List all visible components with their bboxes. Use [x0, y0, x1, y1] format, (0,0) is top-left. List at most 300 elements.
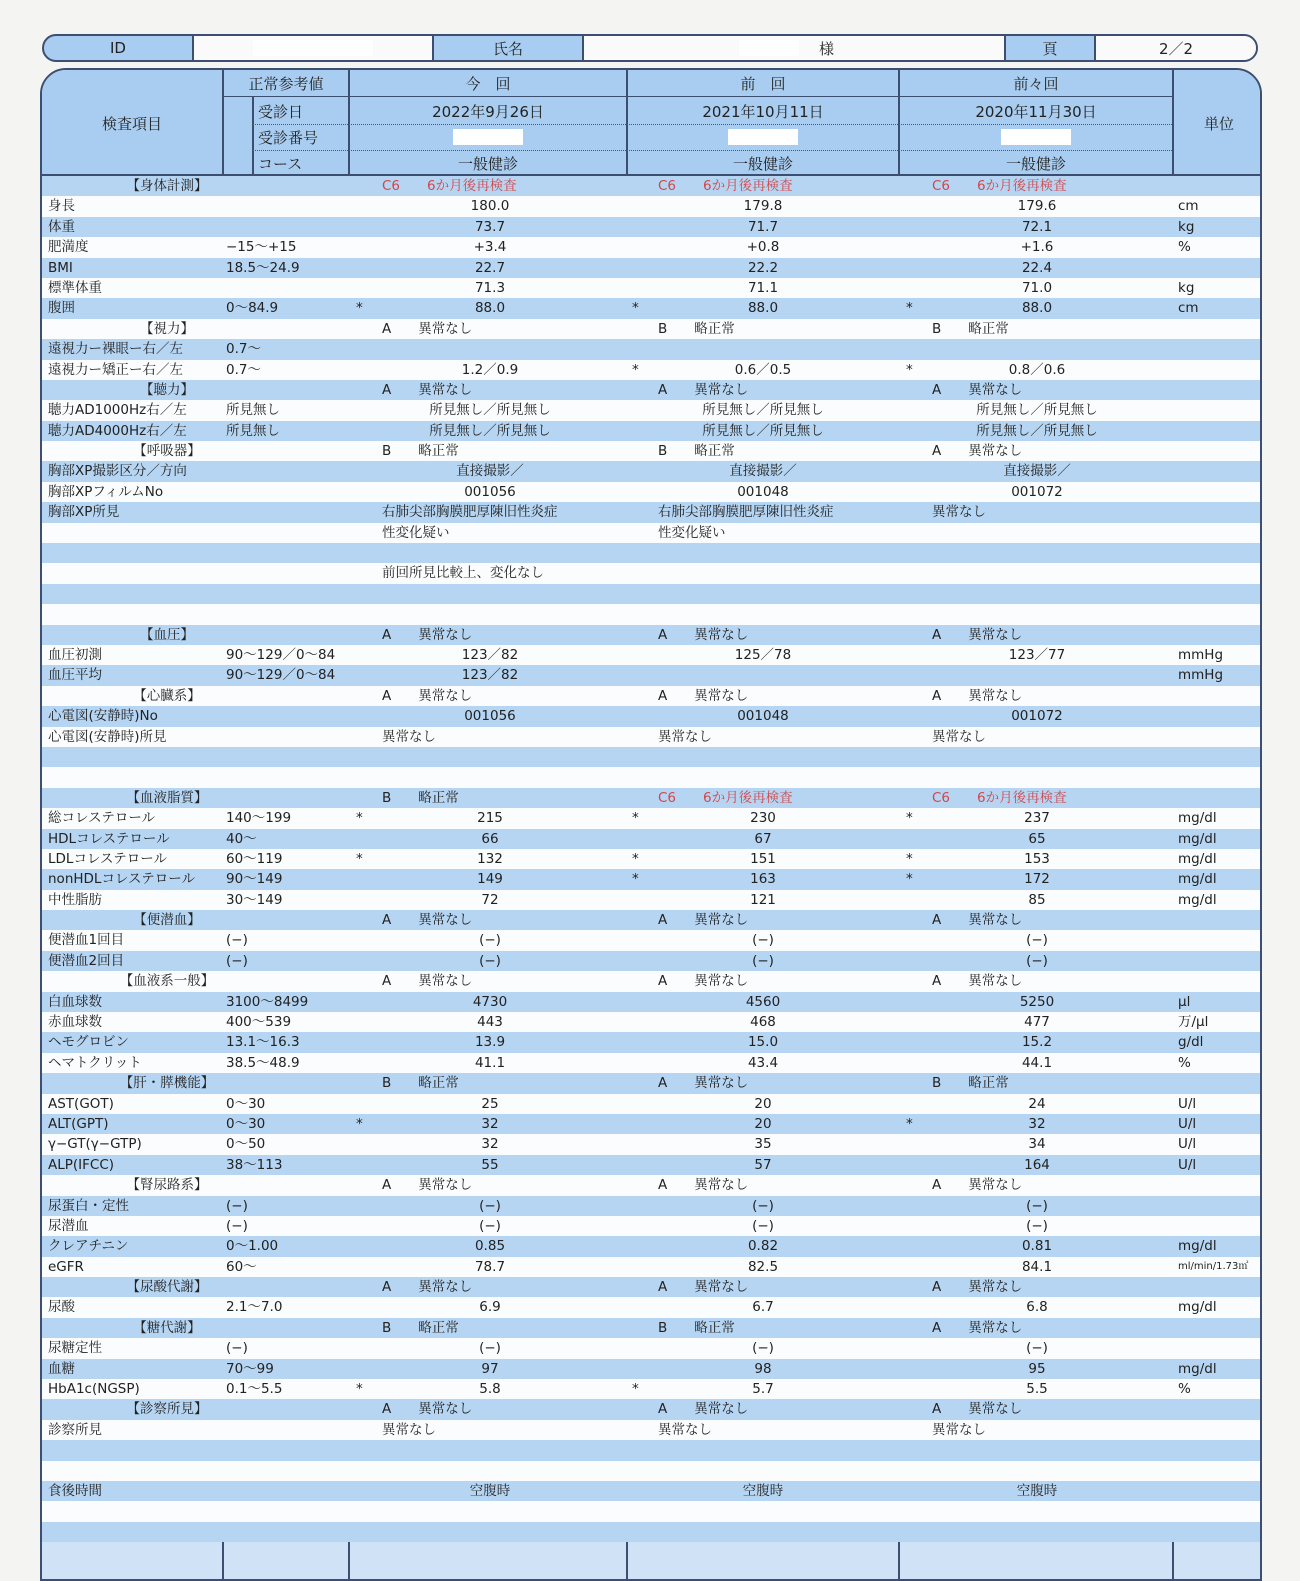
before-previous-value: +1.6 [1020, 239, 1054, 256]
reference-range: 90〜129／0〜84 [226, 646, 336, 663]
section-label: 【身体計測】 [126, 178, 208, 194]
current-value: A 異常なし [382, 626, 473, 643]
current-value: (−) [479, 932, 501, 949]
unit-label: mmHg [1178, 646, 1224, 663]
before-previous-value: 179.6 [1017, 198, 1057, 215]
current-value: +3.4 [473, 239, 507, 256]
table-row [42, 1359, 1260, 1379]
item-label: 血圧初測 [48, 646, 102, 663]
section-label: 【診察所見】 [126, 1401, 208, 1418]
current-value: 73.7 [474, 218, 506, 235]
previous-value: +0.8 [746, 239, 780, 256]
col-current-visit-no [350, 124, 626, 150]
unit-label: mg/dl [1178, 850, 1217, 867]
section-label: 【聴力】 [140, 381, 194, 398]
before-previous-value: 22.4 [1021, 259, 1053, 276]
before-previous-value: A 異常なし [932, 626, 1023, 643]
before-previous-value: 32 [1028, 1115, 1046, 1132]
before-previous-value: 0.81 [1021, 1238, 1053, 1255]
previous-value: 0.82 [747, 1238, 779, 1255]
abnormal-mark: * [632, 850, 639, 867]
before-previous-value: 71.0 [1021, 279, 1053, 296]
previous-value: 20 [754, 1115, 772, 1132]
before-previous-value: 95 [1028, 1360, 1046, 1377]
table-row [42, 951, 1260, 971]
previous-value: (−) [752, 1340, 774, 1357]
table-row [42, 706, 1260, 726]
previous-value: 0.6／0.5 [734, 361, 792, 378]
current-value: 4730 [472, 993, 508, 1010]
previous-value: 43.4 [747, 1054, 779, 1071]
item-label: 中性脂肪 [48, 891, 102, 908]
current-value: B 略正常 [382, 1075, 459, 1092]
previous-value: 71.7 [747, 218, 779, 235]
item-label: 尿酸 [48, 1299, 75, 1316]
before-previous-value: A 異常なし [932, 1319, 1023, 1336]
reference-range: 60〜 [226, 1258, 257, 1275]
table-row [42, 421, 1260, 441]
current-value: 71.3 [474, 279, 506, 296]
previous-value: 所見無し／所見無し [702, 422, 824, 439]
col-previous-date: 2021年10月11日 [702, 102, 824, 121]
current-value: A 異常なし [382, 1401, 473, 1418]
table-row [42, 482, 1260, 502]
before-previous-value: 84.1 [1021, 1258, 1053, 1275]
section-label: 【肝・膵機能】 [119, 1075, 215, 1092]
previous-value: 57 [754, 1156, 772, 1173]
table-header [42, 70, 1260, 176]
section-label: 【腎尿路系】 [126, 1177, 208, 1194]
table-row [42, 1318, 1260, 1338]
item-label: 便潜血1回目 [48, 932, 125, 949]
before-previous-value: 237 [1024, 810, 1050, 827]
item-label: 診察所見 [48, 1421, 102, 1438]
before-previous-value: 477 [1024, 1014, 1050, 1031]
unit-label: U/l [1178, 1095, 1197, 1112]
page-value: 2／2 [1096, 36, 1256, 60]
item-label: 遠視力ー裸眼ー右／左 [48, 341, 183, 358]
table-row [42, 604, 1260, 624]
table-row [42, 992, 1260, 1012]
item-label: 血糖 [48, 1360, 75, 1377]
abnormal-mark: * [356, 300, 363, 317]
item-label: 尿糖定性 [48, 1340, 102, 1357]
before-previous-value: 5.5 [1026, 1381, 1048, 1398]
before-previous-value: A 異常なし [932, 912, 1023, 929]
reference-range: 0.7〜 [226, 341, 261, 358]
before-previous-value: 所見無し／所見無し [976, 402, 1098, 419]
previous-value: B 略正常 [658, 320, 735, 337]
results-rows [42, 176, 1260, 1542]
previous-value: 異常なし [658, 728, 712, 745]
current-value: 88.0 [474, 300, 506, 317]
reference-range: (−) [226, 1340, 248, 1357]
current-value: 所見無し／所見無し [429, 422, 551, 439]
unit-label: mg/dl [1178, 810, 1217, 827]
ref-col-header: 正常参考値 [248, 74, 324, 93]
item-label: ヘマトクリット [48, 1054, 142, 1071]
current-value: 180.0 [470, 198, 510, 215]
current-value: A 異常なし [382, 320, 473, 337]
unit-label: mg/dl [1178, 871, 1217, 888]
section-label: 【視力】 [140, 320, 194, 337]
previous-value: 右肺尖部胸膜肥厚陳旧性炎症 [658, 504, 834, 521]
current-value: 22.7 [474, 259, 506, 276]
reference-range: 30〜149 [226, 891, 283, 908]
current-value: 001056 [464, 483, 516, 500]
before-previous-value: 空腹時 [1016, 1483, 1058, 1499]
reference-range: 0〜30 [226, 1095, 266, 1112]
current-value: A 異常なし [382, 687, 473, 704]
before-previous-value: B 略正常 [932, 1075, 1009, 1092]
before-previous-value: 異常なし [932, 728, 986, 745]
previous-value: 179.8 [743, 198, 783, 215]
unit-label: 万/μl [1178, 1014, 1209, 1031]
before-previous-value: 85 [1028, 891, 1046, 908]
unit-label: g/dl [1178, 1034, 1204, 1051]
table-row [42, 869, 1260, 889]
before-previous-value: (−) [1026, 1197, 1048, 1214]
table-row [42, 849, 1260, 869]
page-label: 頁 [1006, 36, 1096, 60]
previous-value: A 異常なし [658, 687, 749, 704]
table-row [42, 217, 1260, 237]
current-value: 異常なし [382, 1421, 436, 1438]
unit-label: U/l [1178, 1115, 1197, 1132]
col-current-title: 今 回 [465, 74, 511, 93]
item-label: 身長 [48, 198, 75, 215]
previous-value: 直接撮影／ [729, 463, 797, 480]
section-label: 【呼吸器】 [133, 443, 201, 460]
reference-range: 70〜99 [226, 1360, 274, 1377]
before-previous-value: 6.8 [1026, 1299, 1048, 1316]
current-value: 123／82 [461, 667, 519, 684]
table-row [42, 665, 1260, 685]
before-previous-value: A 異常なし [932, 687, 1023, 704]
before-previous-value: 164 [1024, 1156, 1050, 1173]
previous-value: A 異常なし [658, 1075, 749, 1092]
table-row [42, 767, 1260, 787]
table-row [42, 380, 1260, 400]
current-value: A 異常なし [382, 912, 473, 929]
abnormal-mark: * [356, 1381, 363, 1398]
before-previous-value: 34 [1028, 1136, 1046, 1153]
table-row [42, 176, 1260, 196]
table-row [42, 1338, 1260, 1358]
reference-range: 0.7〜 [226, 361, 261, 378]
previous-value: 230 [750, 810, 776, 827]
table-row [42, 441, 1260, 461]
current-value: 97 [481, 1360, 499, 1377]
before-previous-value: C6 6か月後再検査 [932, 178, 1067, 194]
previous-value: 空腹時 [742, 1483, 784, 1499]
item-label: 胸部XPフィルムNo [48, 483, 164, 500]
table-row [42, 1196, 1260, 1216]
reference-range: 2.1〜7.0 [226, 1299, 283, 1316]
current-value: 132 [477, 850, 503, 867]
table-row [42, 1501, 1260, 1521]
unit-label: μl [1178, 993, 1191, 1010]
current-value: 443 [477, 1014, 503, 1031]
previous-value: 001048 [737, 483, 789, 500]
item-label: クレアチニン [48, 1238, 129, 1255]
table-row [42, 1461, 1260, 1481]
current-value: 直接撮影／ [456, 463, 524, 480]
col-before-previous-visit-no [900, 124, 1172, 150]
item-label: 腹囲 [48, 300, 75, 317]
table-row [42, 1440, 1260, 1460]
reference-range: 38.5〜48.9 [226, 1054, 300, 1071]
current-value: 空腹時 [469, 1483, 511, 1499]
table-row [42, 890, 1260, 910]
abnormal-mark: * [906, 850, 913, 867]
section-label: 【血液脂質】 [126, 789, 208, 806]
reference-range: 0〜50 [226, 1136, 266, 1153]
before-previous-value: (−) [1026, 1217, 1048, 1234]
current-value: 1.2／0.9 [461, 361, 519, 378]
item-label: nonHDLコレステロール [48, 871, 195, 888]
previous-value: 22.2 [747, 259, 779, 276]
previous-value: 4560 [745, 993, 781, 1010]
table-row [42, 258, 1260, 278]
previous-value: 001048 [737, 708, 789, 725]
reference-range: 60〜119 [226, 850, 283, 867]
before-previous-value: 123／77 [1008, 646, 1066, 663]
before-previous-value: 15.2 [1021, 1034, 1053, 1051]
previous-value: 151 [750, 850, 776, 867]
before-previous-value: 直接撮影／ [1003, 463, 1071, 480]
previous-value: 71.1 [747, 279, 779, 296]
reference-range: 13.1〜16.3 [226, 1034, 300, 1051]
table-row [42, 360, 1260, 380]
previous-value: A 異常なし [658, 1401, 749, 1418]
table-row [42, 1379, 1260, 1399]
before-previous-value: 0.8／0.6 [1008, 361, 1066, 378]
reference-range: 38〜113 [226, 1156, 283, 1173]
current-value: B 略正常 [382, 443, 459, 460]
table-row [42, 686, 1260, 706]
previous-value: 82.5 [747, 1258, 779, 1275]
before-previous-value: (−) [1026, 1340, 1048, 1357]
item-label: 尿蛋白・定性 [48, 1197, 129, 1214]
current-value: A 異常なし [382, 973, 473, 990]
item-label: 胸部XP所見 [48, 504, 120, 521]
previous-value: 67 [754, 830, 772, 847]
abnormal-mark: * [632, 361, 639, 378]
section-label: 【便潜血】 [133, 912, 201, 929]
col-before-previous-date: 2020年11月30日 [975, 102, 1097, 121]
current-value: 右肺尖部胸膜肥厚陳旧性炎症 [382, 504, 558, 521]
table-row [42, 237, 1260, 257]
reference-range: 0〜84.9 [226, 300, 279, 317]
previous-value: A 異常なし [658, 912, 749, 929]
before-previous-value: 153 [1024, 850, 1050, 867]
section-label: 【糖代謝】 [133, 1319, 201, 1336]
item-col-header: 検査項目 [101, 114, 162, 133]
item-label: 白血球数 [48, 993, 102, 1010]
table-row [42, 298, 1260, 318]
col-previous-title: 前 回 [740, 74, 786, 93]
abnormal-mark: * [906, 361, 913, 378]
unit-label: mg/dl [1178, 1360, 1217, 1377]
current-value: C6 6か月後再検査 [382, 178, 517, 194]
current-value: 13.9 [474, 1034, 506, 1051]
previous-value: 121 [750, 891, 776, 908]
reference-range: 90〜149 [226, 871, 283, 888]
current-value: B 略正常 [382, 789, 459, 806]
previous-value: 15.0 [747, 1034, 779, 1051]
name-label: 氏名 [434, 36, 584, 60]
before-previous-value: A 異常なし [932, 1279, 1023, 1296]
table-row [42, 1032, 1260, 1052]
reference-range: 所見無し [226, 422, 280, 439]
table-row [42, 1134, 1260, 1154]
reference-range: 0〜1.00 [226, 1238, 279, 1255]
item-label: eGFR [48, 1258, 84, 1275]
previous-value: 88.0 [747, 300, 779, 317]
unit-label: mg/dl [1178, 1299, 1217, 1316]
previous-value: A 異常なし [658, 626, 749, 643]
reference-range: 3100〜8499 [226, 993, 309, 1010]
previous-value: 20 [754, 1095, 772, 1112]
item-label: LDLコレステロール [48, 850, 167, 867]
before-previous-value: 異常なし [932, 504, 986, 521]
previous-value: A 異常なし [658, 1279, 749, 1296]
current-value: 78.7 [474, 1258, 506, 1275]
before-previous-value: 001072 [1011, 708, 1063, 725]
unit-label: mg/dl [1178, 1238, 1217, 1255]
current-value: (−) [479, 1340, 501, 1357]
table-row [42, 1073, 1260, 1093]
visit-date-label: 受診日 [258, 102, 304, 121]
honorific: 様 [818, 39, 834, 58]
item-label: 総コレステロール [48, 810, 156, 827]
previous-value: 98 [754, 1360, 772, 1377]
reference-range: (−) [226, 1217, 248, 1234]
table-row [42, 563, 1260, 583]
item-label: 遠視力ー矯正ー右／左 [48, 361, 183, 378]
table-row [42, 1236, 1260, 1256]
item-label: 体重 [48, 218, 75, 235]
unit-label: ml/min/1.73㎡ [1178, 1260, 1249, 1272]
previous-value: A 異常なし [658, 1177, 749, 1194]
abnormal-mark: * [906, 300, 913, 317]
previous-value: (−) [752, 1197, 774, 1214]
table-row [42, 1216, 1260, 1236]
previous-value: 468 [750, 1014, 776, 1031]
current-value: 性変化疑い [382, 524, 450, 541]
item-label: HDLコレステロール [48, 830, 170, 847]
unit-label: mg/dl [1178, 830, 1217, 847]
previous-value: (−) [752, 932, 774, 949]
item-label: 尿潜血 [48, 1217, 89, 1234]
report-sheet [14, 28, 1286, 1581]
unit-label: U/l [1178, 1156, 1197, 1173]
abnormal-mark: * [632, 1381, 639, 1398]
table-row [42, 971, 1260, 991]
item-label: 心電図(安静時)No [48, 708, 158, 725]
section-label: 【血液系一般】 [119, 973, 215, 990]
item-label: AST(GOT) [48, 1095, 114, 1112]
col-before-previous-course: 一般健診 [1005, 154, 1066, 173]
previous-value: B 略正常 [658, 1319, 735, 1336]
unit-label: cm [1178, 198, 1199, 215]
abnormal-mark: * [632, 810, 639, 827]
abnormal-mark: * [356, 810, 363, 827]
unit-label: % [1178, 1054, 1191, 1071]
table-row [42, 788, 1260, 808]
table-row [42, 829, 1260, 849]
col-previous-course: 一般健診 [732, 154, 793, 173]
previous-value: 6.7 [752, 1299, 774, 1316]
table-row [42, 1420, 1260, 1440]
before-previous-value: 001072 [1011, 483, 1063, 500]
before-previous-value: 88.0 [1021, 300, 1053, 317]
current-value: 55 [481, 1156, 499, 1173]
table-row [42, 808, 1260, 828]
table-row [42, 910, 1260, 930]
item-label: 心電図(安静時)所見 [48, 728, 167, 745]
unit-label: kg [1178, 279, 1195, 296]
table-row [42, 461, 1260, 481]
before-previous-value: 44.1 [1021, 1054, 1053, 1071]
item-label: 聴力AD1000Hz右／左 [48, 402, 187, 419]
visit-no-label: 受診番号 [258, 128, 319, 147]
section-label: 【尿酸代謝】 [126, 1279, 208, 1296]
unit-col-header: 単位 [1203, 114, 1234, 133]
reference-range: 所見無し [226, 402, 280, 419]
before-previous-value: A 異常なし [932, 1401, 1023, 1418]
reference-range: −15〜+15 [226, 239, 297, 256]
table-row [42, 1175, 1260, 1195]
current-value: A 異常なし [382, 381, 473, 398]
current-value: 001056 [464, 708, 516, 725]
results-table [40, 68, 1262, 1581]
before-previous-value: A 異常なし [932, 443, 1023, 460]
table-row [42, 1114, 1260, 1134]
item-label: γ−GT(γ−GTP) [48, 1136, 142, 1153]
previous-value: (−) [752, 1217, 774, 1234]
previous-value: 35 [754, 1136, 772, 1153]
table-row [42, 1277, 1260, 1297]
reference-range: 18.5〜24.9 [226, 259, 300, 276]
item-label: 聴力AD4000Hz右／左 [48, 422, 187, 439]
item-label: HbA1c(NGSP) [48, 1381, 140, 1398]
table-row [42, 196, 1260, 216]
current-value: 32 [481, 1136, 499, 1153]
table-row [42, 645, 1260, 665]
unit-label: kg [1178, 218, 1195, 235]
table-row [42, 1522, 1260, 1542]
table-row [42, 319, 1260, 339]
reference-range: (−) [226, 932, 248, 949]
table-row [42, 502, 1260, 522]
table-row [42, 523, 1260, 543]
item-label: 赤血球数 [48, 1014, 102, 1031]
current-value: 5.8 [479, 1381, 501, 1398]
before-previous-value: 65 [1028, 830, 1046, 847]
table-row [42, 1012, 1260, 1032]
table-row [42, 543, 1260, 563]
abnormal-mark: * [906, 1115, 913, 1132]
abnormal-mark: * [906, 871, 913, 888]
abnormal-mark: * [356, 850, 363, 867]
table-row [42, 1155, 1260, 1175]
item-label: 血圧平均 [48, 667, 102, 684]
table-row [42, 278, 1260, 298]
previous-value: 異常なし [658, 1421, 712, 1438]
current-value: 66 [481, 830, 499, 847]
